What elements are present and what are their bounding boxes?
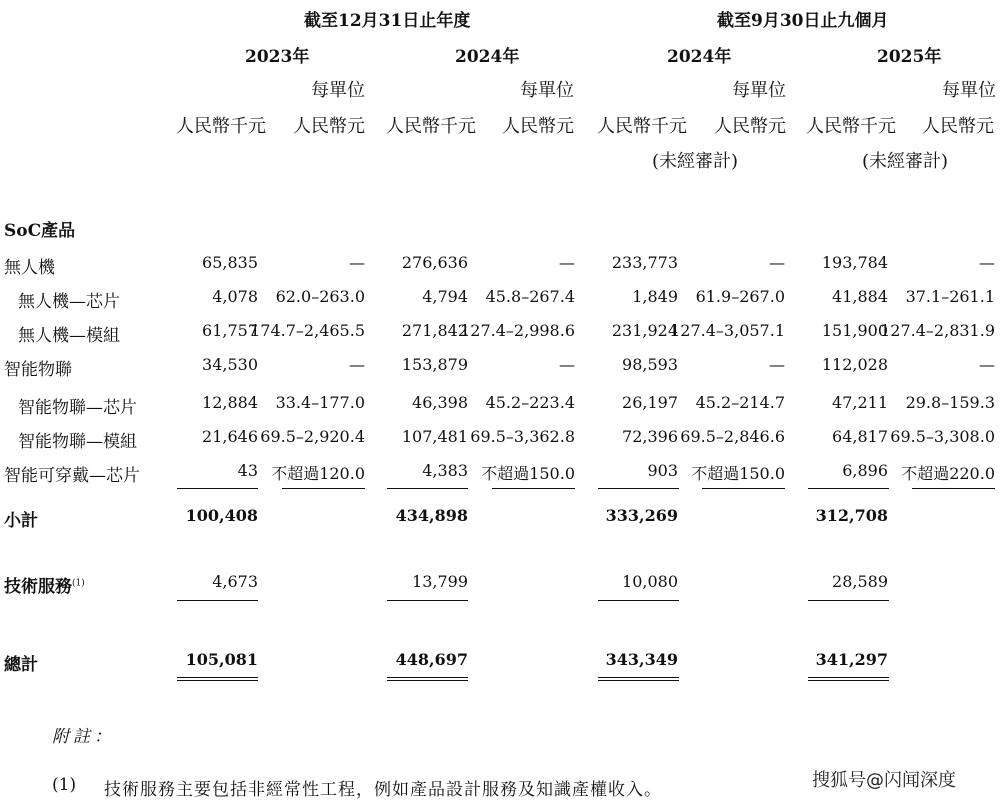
column-rule [492, 488, 575, 489]
cell-value: 233,773 [611, 253, 678, 272]
unit-label: 人民幣千元 [806, 116, 896, 137]
cell-value: 不超過120.0 [271, 464, 365, 483]
per-unit-label: 每單位 [942, 80, 996, 101]
tech-services-label-text: 技術服務 [4, 577, 72, 597]
cell-value: 4,383 [422, 461, 468, 480]
per-unit-label: 每單位 [732, 80, 786, 101]
cell-value: 45.2–223.4 [485, 393, 575, 412]
tech-services-value: 28,589 [832, 572, 888, 591]
total-double-rule [387, 677, 468, 681]
year-header: 2023年 [245, 47, 310, 67]
cell-value: 不超過150.0 [481, 464, 575, 483]
cell-value: 46,398 [412, 393, 468, 412]
unit-label: 人民幣元 [922, 116, 994, 137]
cell-value: 127.4–3,057.1 [670, 321, 785, 340]
cell-value: 34,530 [202, 355, 258, 374]
tech-services-value: 4,673 [212, 572, 258, 591]
total-value: 448,697 [395, 650, 468, 669]
period-header-full-year: 截至12月31日止年度 [304, 11, 471, 31]
unit-label: 人民幣千元 [176, 116, 266, 137]
section-label-soc-products: SoC產品 [4, 221, 76, 241]
total-value: 341,297 [815, 650, 888, 669]
cell-value: — [979, 253, 995, 272]
unit-label: 人民幣千元 [386, 116, 476, 137]
cell-value: 26,197 [622, 393, 678, 412]
cell-value: — [349, 253, 365, 272]
cell-value: 12,884 [202, 393, 258, 412]
column-rule [598, 488, 679, 489]
subtotal-value: 434,898 [395, 506, 468, 525]
footnote-ref: (1) [72, 578, 85, 589]
tech-services-label [4, 572, 85, 597]
cell-value: 61.9–267.0 [695, 287, 785, 306]
row-label: 無人機—芯片 [18, 292, 120, 312]
cell-value: 69.5–2,920.4 [260, 427, 365, 446]
tech-services-value: 13,799 [412, 572, 468, 591]
total-value: 105,081 [185, 650, 258, 669]
cell-value: 98,593 [622, 355, 678, 374]
column-rule [282, 488, 365, 489]
cell-value: 61,757 [202, 321, 258, 340]
cell-value: 151,900 [821, 321, 888, 340]
subtotal-value: 312,708 [815, 506, 888, 525]
cell-value: — [559, 355, 575, 374]
cell-value: 193,784 [821, 253, 888, 272]
cell-value: 不超過220.0 [901, 464, 995, 483]
cell-value: 153,879 [401, 355, 468, 374]
cell-value: — [979, 355, 995, 374]
subtotal-value: 333,269 [605, 506, 678, 525]
cell-value: — [349, 355, 365, 374]
unit-label: 人民幣元 [293, 116, 365, 137]
column-rule [808, 488, 889, 489]
year-header: 2024年 [667, 47, 732, 67]
cell-value: 64,817 [832, 427, 888, 446]
row-label: 智能物聯—模組 [18, 432, 137, 452]
cell-value: 45.8–267.4 [485, 287, 575, 306]
column-rule [808, 600, 889, 601]
subtotal-value: 100,408 [185, 506, 258, 525]
cell-value: 21,646 [202, 427, 258, 446]
unit-label: 人民幣千元 [597, 116, 687, 137]
total-value: 343,349 [605, 650, 678, 669]
cell-value: 112,028 [821, 355, 888, 374]
total-double-rule [177, 677, 258, 681]
unaudited-label: (未經審計) [862, 151, 949, 172]
row-label: 無人機 [4, 258, 55, 278]
column-rule [387, 600, 468, 601]
cell-value: 6,896 [842, 461, 888, 480]
cell-value: 231,924 [611, 321, 678, 340]
total-double-rule [808, 677, 889, 681]
cell-value: 43 [237, 461, 258, 480]
cell-value: 45.2–214.7 [695, 393, 785, 412]
subtotal-label: 小計 [4, 511, 38, 531]
cell-value: 276,636 [401, 253, 468, 272]
column-rule [912, 488, 995, 489]
cell-value: 37.1–261.1 [905, 287, 995, 306]
cell-value: 69.5–3,362.8 [470, 427, 575, 446]
cell-value: 107,481 [401, 427, 468, 446]
column-rule [177, 488, 258, 489]
cell-value: 69.5–2,846.6 [680, 427, 785, 446]
unit-label: 人民幣元 [714, 116, 786, 137]
cell-value: — [559, 253, 575, 272]
row-label: 無人機—模組 [18, 326, 120, 346]
watermark: 搜狐号@闪闻深度 [812, 770, 956, 791]
unaudited-label: (未經審計) [652, 151, 739, 172]
cell-value: 62.0–263.0 [275, 287, 365, 306]
unit-label: 人民幣元 [502, 116, 574, 137]
row-label: 智能可穿戴—芯片 [4, 466, 140, 486]
cell-value: 47,211 [832, 393, 888, 412]
notes-heading: 附註： [52, 727, 115, 747]
total-double-rule [598, 677, 679, 681]
cell-value: 127.4–2,831.9 [880, 321, 995, 340]
cell-value: 41,884 [832, 287, 888, 306]
per-unit-label: 每單位 [311, 80, 365, 101]
tech-services-value: 10,080 [622, 572, 678, 591]
column-rule [387, 488, 468, 489]
cell-value: 1,849 [632, 287, 678, 306]
column-rule [177, 600, 258, 601]
cell-value: 4,794 [422, 287, 468, 306]
note-marker: (1) [52, 775, 77, 795]
cell-value: 174.7–2,465.5 [250, 321, 365, 340]
cell-value: 不超過150.0 [691, 464, 785, 483]
column-rule [702, 488, 785, 489]
cell-value: 271,842 [401, 321, 468, 340]
total-label: 總計 [4, 655, 38, 675]
cell-value: 127.4–2,998.6 [460, 321, 575, 340]
cell-value: 29.8–159.3 [905, 393, 995, 412]
cell-value: — [769, 253, 785, 272]
cell-value: 33.4–177.0 [275, 393, 365, 412]
cell-value: 903 [647, 461, 678, 480]
per-unit-label: 每單位 [520, 80, 574, 101]
period-header-nine-months: 截至9月30日止九個月 [717, 11, 889, 31]
cell-value: 72,396 [622, 427, 678, 446]
year-header: 2024年 [455, 47, 520, 67]
cell-value: 4,078 [212, 287, 258, 306]
cell-value: 65,835 [202, 253, 258, 272]
cell-value: — [769, 355, 785, 374]
cell-value: 69.5–3,308.0 [890, 427, 995, 446]
row-label: 智能物聯 [4, 360, 72, 380]
note-text: 技術服務主要包括非經常性工程，例如產品設計服務及知識產權收入。 [104, 780, 662, 800]
row-label: 智能物聯—芯片 [18, 398, 137, 418]
column-rule [598, 600, 679, 601]
year-header: 2025年 [877, 47, 942, 67]
